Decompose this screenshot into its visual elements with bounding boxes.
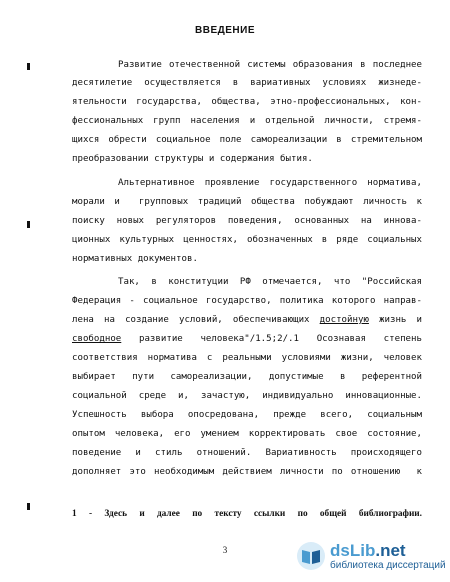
- text-line: фессиональных групп населения и отдельной личности, стремя-: [72, 116, 422, 126]
- text-line: опытом человека, его умением корректировать свое состояние,: [72, 429, 422, 439]
- underlined-word: свободное: [72, 334, 122, 344]
- text-line: преобразовании структуры и содержания бытия.: [72, 154, 313, 164]
- text-line: нормативных документов.: [72, 254, 198, 264]
- underlined-word: достойную: [319, 315, 369, 325]
- text-line: соответствия норматива с реальными условиями жизни, человек: [72, 353, 422, 363]
- margin-mark: [27, 221, 30, 228]
- text-line: Федерация - социальное государство, политика которого направ-: [72, 296, 422, 306]
- watermark-domain: .net: [375, 540, 406, 560]
- text-line: десятилетие осуществляется в вариативных условиях жизнеде-: [72, 78, 422, 88]
- page-number: 3: [222, 545, 228, 555]
- text-line: ятельности государства, общества, этно-профессиональных, кон-: [72, 97, 422, 107]
- text-line: морали и групповых традиций общества побуждают личность к: [72, 197, 422, 207]
- page-heading: ВВЕДЕНИЕ: [195, 25, 255, 36]
- text-line: социальной среде и, зачастую, индивидуально инновационные.: [72, 391, 422, 401]
- watermark-brand: dsLib: [330, 540, 376, 560]
- text-line: дополняет это необходимым действием личности по отношению к: [72, 467, 422, 477]
- watermark-logo: [296, 534, 446, 578]
- footnote: 1 - Здесь и далее по тексту ссылки по общей библиографии.: [72, 509, 422, 519]
- text-line: Успешность выбора опосредована, прежде всего, социальным: [72, 410, 422, 420]
- text-line: поведение и стиль отношений. Вариативность происходящего: [72, 448, 422, 458]
- text-line: выбирает пути самореализации, допустимые в референтной: [72, 372, 422, 382]
- text-line: поиску новых регуляторов поведения, основанных на иннова-: [72, 216, 422, 226]
- text-line: ционных культурных ценностях, обозначенных в ряде социальных: [72, 235, 422, 245]
- text-line: Альтернативное проявление государственного норматива,: [118, 178, 422, 188]
- text-line: Развитие отечественной системы образования в последнее: [118, 60, 422, 70]
- watermark-subtitle: библиотека диссертаций: [330, 559, 446, 571]
- margin-mark: [27, 63, 30, 70]
- margin-mark: [27, 503, 30, 510]
- text-line: лена на создание условий, обеспечивающих достойную жизнь и: [72, 315, 422, 325]
- book-icon: [296, 541, 326, 571]
- text-line: Так, в конституции РФ отмечается, что "Российская: [118, 277, 422, 287]
- text-line: щихся обрести социальное поле самореализации в стремительном: [72, 135, 422, 145]
- text-line: свободное развитие человека"/1.5;2/.1 Осознавая степень: [72, 334, 422, 344]
